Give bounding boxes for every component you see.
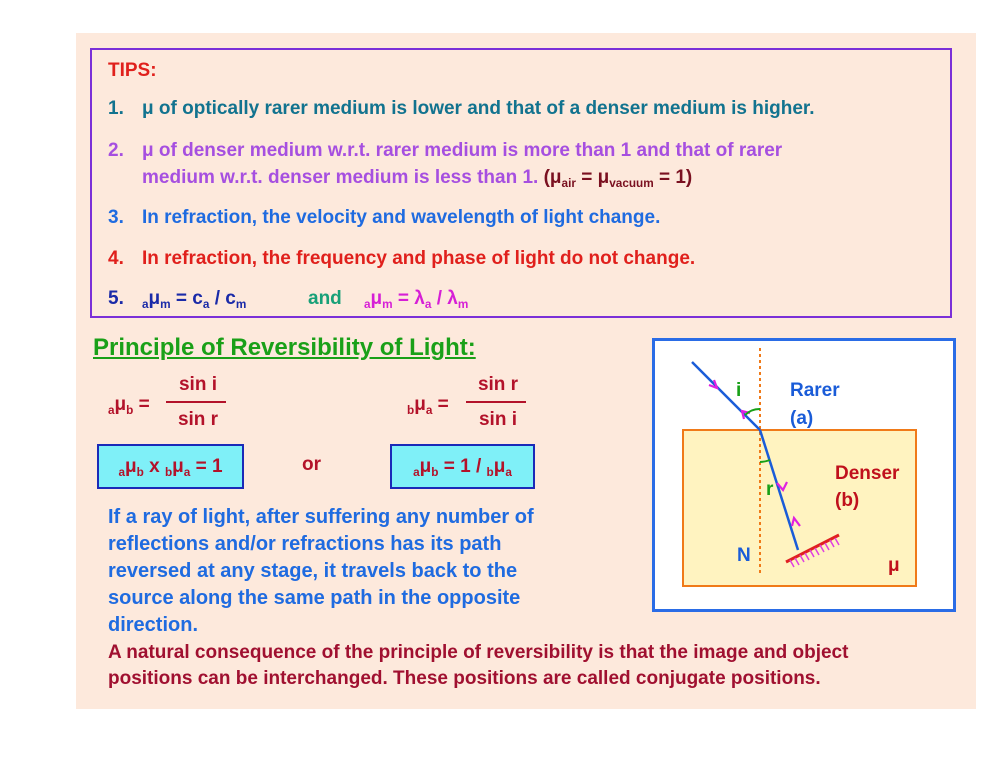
tip-5-and: and — [308, 288, 342, 309]
equation-1-numerator: sin i — [178, 374, 217, 395]
tip-5-number: 5. — [108, 288, 124, 309]
paragraph-line: reversed at any stage, it travels back to the — [108, 560, 518, 582]
or-label: or — [302, 454, 321, 475]
sub: a — [505, 465, 512, 479]
sub: b — [431, 465, 439, 479]
eq-text: = c — [170, 288, 203, 309]
equation-1-denominator: sin r — [177, 409, 219, 430]
sub: m — [160, 298, 171, 312]
mu-symbol: μ — [370, 288, 383, 309]
equation-box-reciprocal — [390, 444, 535, 489]
sub: a — [364, 298, 371, 312]
section-heading: Principle of Reversibility of Light: — [93, 334, 476, 361]
normal-label: N — [737, 545, 751, 566]
sub: a — [202, 298, 210, 312]
tip-4-number: 4. — [108, 248, 124, 269]
sub: a — [183, 465, 191, 479]
equals-one: = 1 — [190, 455, 223, 477]
sub: a — [424, 298, 432, 312]
denser-symbol: (b) — [835, 490, 860, 511]
tip-4 — [108, 248, 696, 270]
paragraph-line: If a ray of light, after suffering any number of — [108, 506, 534, 528]
mu-symbol: μ — [114, 394, 127, 415]
mu-symbol: μ — [493, 455, 506, 477]
equation-2-denominator: sin i — [478, 409, 517, 430]
sub: a — [142, 298, 149, 312]
tip-3-number: 3. — [108, 207, 124, 228]
eq-text: / λ — [431, 288, 458, 309]
sub-vacuum: vacuum — [609, 177, 654, 191]
paragraph-line: source along the same path in the opposite — [108, 587, 521, 609]
paragraph-line: direction. — [108, 614, 199, 636]
equation-1-fraction-bar — [166, 401, 226, 403]
equation-2-numerator: sin r — [477, 374, 519, 395]
mu-symbol: μ — [148, 288, 161, 309]
sub: b — [136, 465, 144, 479]
tip-1 — [108, 98, 815, 120]
eq-text: / c — [209, 288, 236, 309]
tip-1-text: μ of optically rarer medium is lower and that of a denser medium is higher. — [142, 98, 815, 119]
tip-3-text: In refraction, the velocity and wavelength of light change. — [142, 207, 661, 228]
sub-air: air — [561, 177, 576, 191]
mu-symbol: μ — [125, 455, 137, 477]
mu-label: μ — [888, 555, 900, 576]
sub: a — [108, 404, 115, 418]
sub: b — [126, 404, 134, 418]
eq-text: = λ — [392, 288, 425, 309]
formula-eq-mu: = μ — [575, 167, 610, 188]
tip-2-formula — [538, 167, 693, 191]
tip-2-line2-row — [142, 167, 692, 189]
tips-title: TIPS: — [108, 60, 157, 81]
sub: a — [118, 465, 125, 479]
equation-box-product — [97, 444, 244, 489]
tip-5 — [108, 288, 469, 312]
reversibility-paragraph — [108, 504, 534, 639]
equals-reciprocal: = 1 / — [438, 455, 487, 477]
angle-r-label: r — [766, 479, 774, 500]
mu-symbol: μ — [172, 455, 184, 477]
equation-1-lhs — [108, 394, 150, 416]
formula-mu-air: (μ — [538, 167, 562, 188]
angle-i-label: i — [736, 380, 742, 401]
conjugate-paragraph — [108, 640, 848, 692]
sub: b — [164, 465, 173, 479]
tip-4-text: In refraction, the frequency and phase of light do not change. — [142, 248, 696, 269]
mu-symbol: μ — [414, 394, 426, 415]
sub: m — [457, 298, 469, 312]
tip-2 — [108, 140, 783, 162]
denser-medium — [683, 430, 916, 586]
sub: m — [382, 298, 393, 312]
sub: a — [413, 465, 420, 479]
tip-2-number: 2. — [108, 140, 124, 161]
sub: b — [486, 465, 494, 479]
tip-5-formula-2 — [364, 288, 468, 310]
equals: = — [133, 394, 150, 415]
rarer-symbol: (a) — [790, 408, 814, 429]
rarer-label: Rarer — [790, 380, 840, 401]
paragraph-line: A natural consequence of the principle of reversibility is that the image and object — [108, 642, 849, 663]
denser-label: Denser — [835, 463, 900, 484]
tip-2-line2: medium w.r.t. denser medium is less than 1. — [142, 167, 539, 188]
sub: a — [425, 404, 433, 418]
tip-1-number: 1. — [108, 98, 124, 119]
sub: b — [407, 404, 415, 418]
tip-5-formula-1 — [142, 288, 246, 310]
paragraph-line: positions can be interchanged. These positions are called conjugate positions. — [108, 668, 821, 689]
refraction-diagram — [652, 338, 956, 612]
mu-symbol: μ — [419, 455, 432, 477]
tip-2-line1: μ of denser medium w.r.t. rarer medium is more than 1 and that of rarer — [142, 140, 783, 161]
paragraph-line: reflections and/or refractions has its path — [108, 533, 502, 555]
sub: m — [235, 298, 247, 312]
equation-2-fraction-bar — [466, 401, 526, 403]
formula-close: = 1) — [653, 167, 693, 188]
times: x — [143, 455, 165, 477]
equals: = — [432, 394, 449, 415]
equation-2-lhs — [407, 394, 449, 416]
tip-3 — [108, 207, 661, 229]
